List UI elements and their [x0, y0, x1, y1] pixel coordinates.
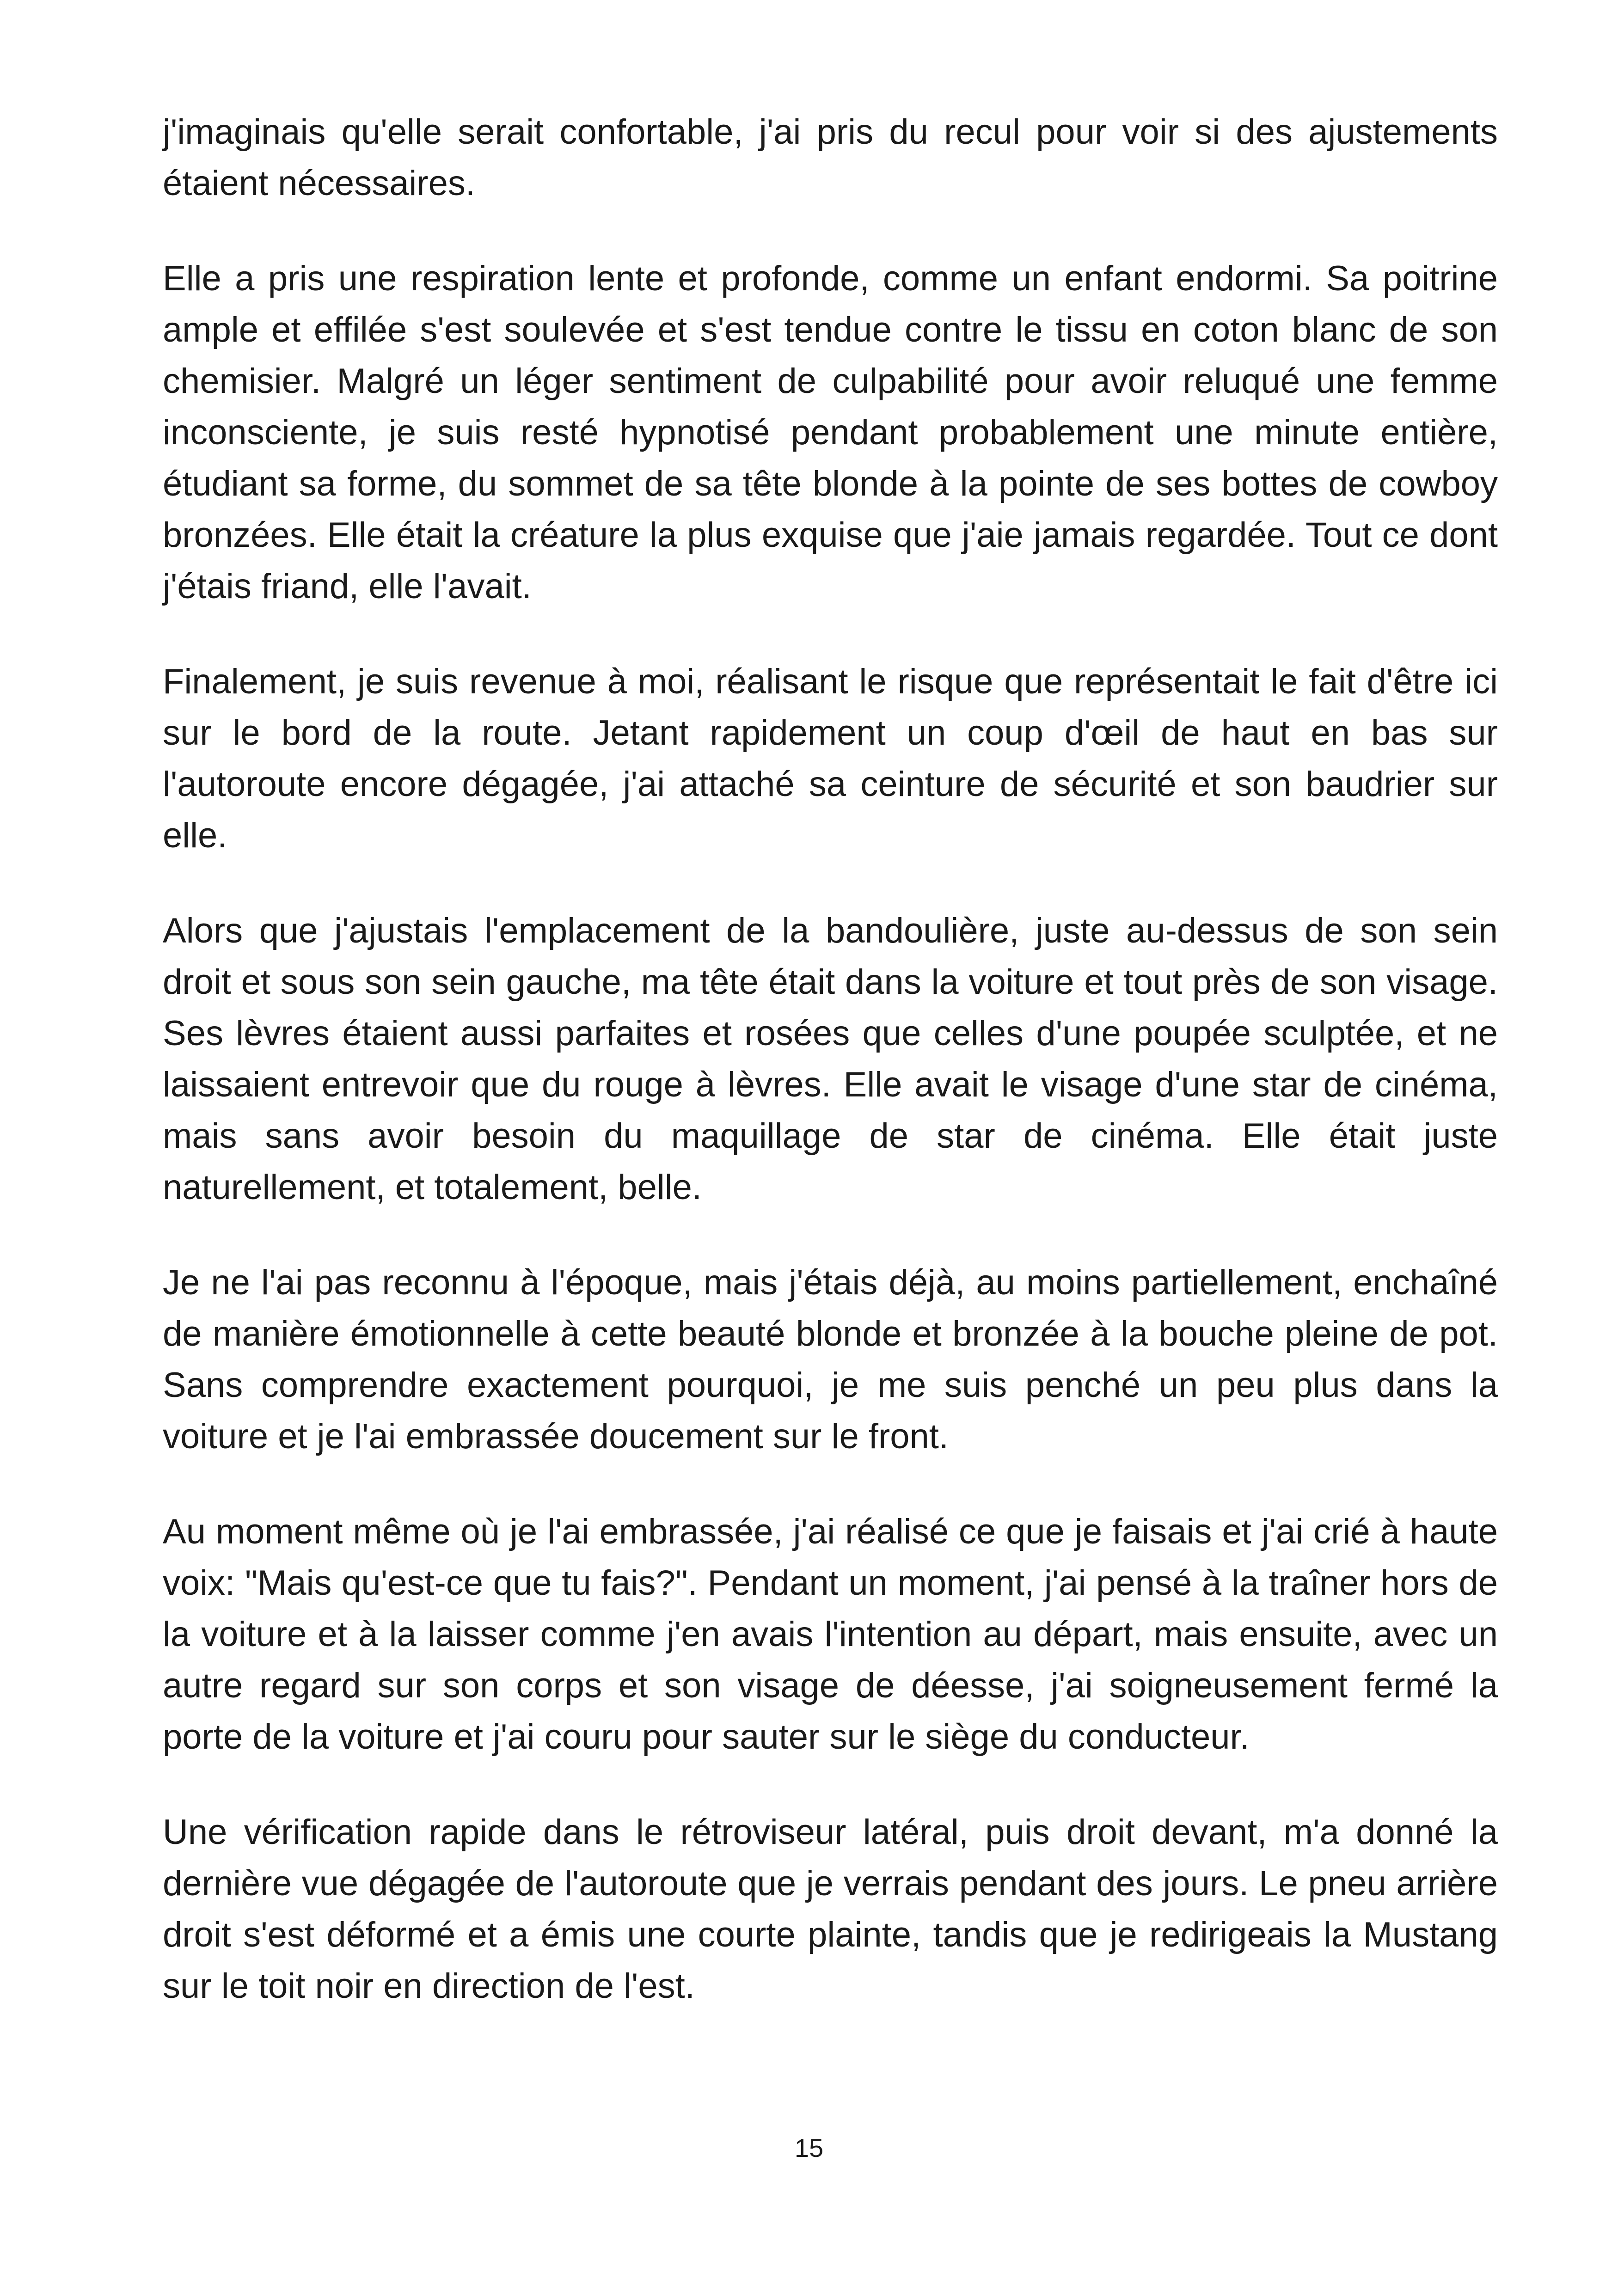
- body-text: [163, 106, 1498, 2056]
- paragraph-4: Alors que j'ajustais l'emplacement de la bandoulière, juste au-dessus de son sein droit et sous son sein gauche, ma tête était dans la voiture et tout près de son visage. Ses lèvres étaient aussi parfaites et rosées que celles d'une poupée sculptée, et ne laissaient entrevoir que du rouge à lèvres. Elle avait le visage d'une star de cinéma, mais sans avoir besoin du maquillage de star de cinéma. Elle était juste naturellement, et totalement, belle.: [163, 911, 1498, 1207]
- paragraph-7: Une vérification rapide dans le rétroviseur latéral, puis droit devant, m'a donné la dernière vue dégagée de l'autoroute que je verrais pendant des jours. Le pneu arrière droit s'est déformé et a émis une courte plainte, tandis que je redirigeais la Mustang sur le toit noir en direction de l'est.: [163, 1812, 1498, 2006]
- paragraph-1: j'imaginais qu'elle serait confortable, j'ai pris du recul pour voir si des ajustements étaient nécessaires.: [163, 112, 1498, 203]
- paragraph-6: Au moment même où je l'ai embrassée, j'ai réalisé ce que je faisais et j'ai crié à haute voix: "Mais qu'est-ce que tu fais?". Pendant un moment, j'ai pensé à la traîner hors de la voiture et à la laisser comme j'en avais l'intention au départ, mais ensuite, avec un autre regard sur son corps et son visage de déesse, j'ai soigneusement fermé la porte de la voiture et j'ai couru pour sauter sur le siège du conducteur.: [163, 1512, 1498, 1757]
- paragraph-5: Je ne l'ai pas reconnu à l'époque, mais j'étais déjà, au moins partiellement, enchaîné de manière émotionnelle à cette beauté blonde et bronzée à la bouche pleine de pot. Sans comprendre exactement pourquoi, je me suis penché un peu plus dans la voiture et je l'ai embrassée doucement sur le front.: [163, 1263, 1498, 1456]
- page-number: 15: [794, 2133, 824, 2162]
- paragraph-3: Finalement, je suis revenue à moi, réalisant le risque que représentait le fait d'être ici sur le bord de la route. Jetant rapidement un coup d'œil de haut en bas sur l'autoroute encore dégagée, j'ai attaché sa ceinture de sécurité et son baudrier sur elle.: [163, 662, 1498, 855]
- paragraph-2: Elle a pris une respiration lente et profonde, comme un enfant endormi. Sa poitrine ample et effilée s'est soulevée et s'est tendue contre le tissu en coton blanc de son chemisier. Malgré un léger sentiment de culpabilité pour avoir reluqué une femme inconsciente, je suis resté hypnotisé pendant probablement une minute entière, étudiant sa forme, du sommet de sa tête blonde à la pointe de ses bottes de cowboy bronzées. Elle était la créature la plus exquise que j'aie jamais regardée. Tout ce dont j'étais friand, elle l'avait.: [163, 259, 1498, 606]
